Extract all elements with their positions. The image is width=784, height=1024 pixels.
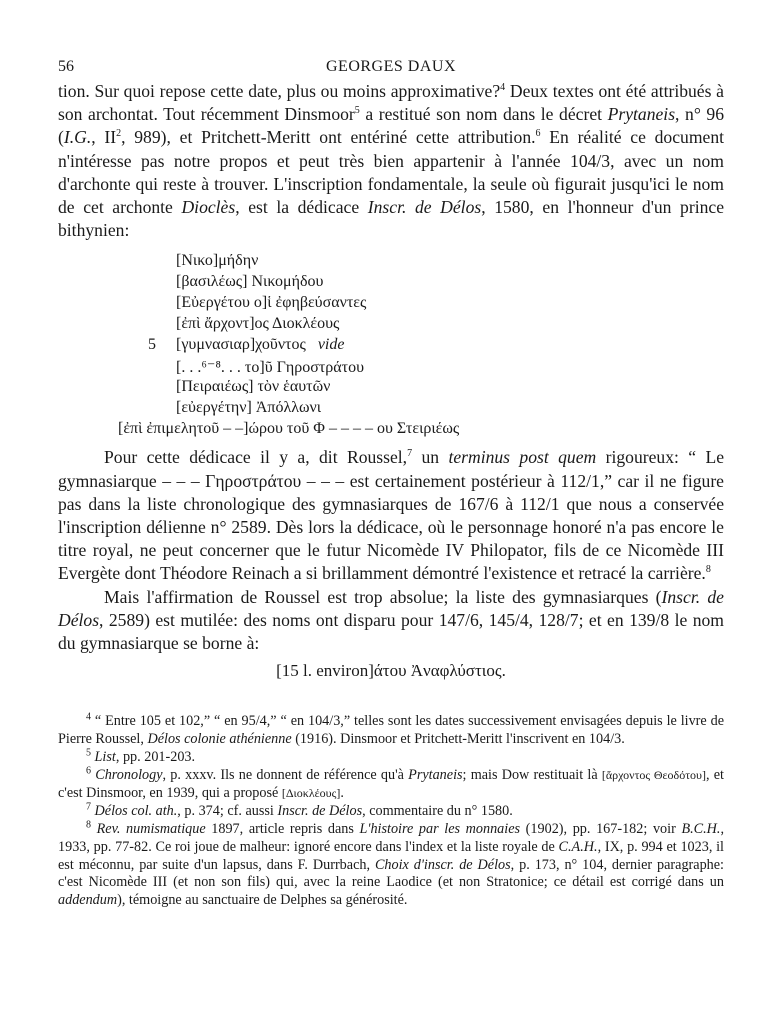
text: , 989), et Pritchett-Meritt ont entériné cette attribution.	[121, 127, 536, 148]
inscription-line-2: [βασιλέως] Νικομήδου	[176, 273, 324, 291]
footnote-5	[58, 749, 724, 767]
inscription-line-6: [. . .⁶⁻⁸. . . το]ῦ Γηροστράτου	[176, 359, 364, 377]
text: Pour cette dédicace il y a, dit Roussel,	[104, 447, 408, 468]
text: ), témoigne au sanctuaire de Delphes sa générosité.	[117, 892, 408, 909]
running-title: GEORGES DAUX	[326, 58, 456, 75]
text: a restitué son nom dans le décret	[359, 104, 608, 125]
italic-text: List	[94, 749, 116, 766]
footnote-number: 4	[86, 711, 91, 723]
italic-text: Dioclès	[181, 197, 236, 218]
text: “ Entre 105 et 102,” “ en 95/4,” “ en 104/3,” telles sont les dates successivement envisagées depuis le livre de Pierre Roussel,	[58, 713, 724, 748]
text: Mais l'affirmation de Roussel est trop absolue; la liste des gymnasiarques (	[104, 586, 662, 607]
text: tion. Sur quoi repose cette date, plus ou moins approximative?	[58, 81, 501, 101]
page	[58, 52, 724, 910]
text: , pp. 201-203.	[115, 749, 196, 766]
text: un	[412, 447, 449, 468]
footnote-ref-5[interactable]: 5	[354, 105, 360, 117]
footnote-7	[58, 803, 724, 821]
inscription-line-3: [Εὐεργέτου ο]ἱ ἐφηβεύσαντες	[176, 294, 367, 312]
text: , 1580, en l'honneur d'un prince bithynien:	[58, 197, 725, 241]
greek-text: άτου Ἀναφλύστιος.	[373, 661, 506, 681]
text: ; mais Dow restituait là	[462, 766, 602, 783]
footnote-ref-8[interactable]: 8	[705, 564, 711, 576]
inscription-line-number: 5	[148, 336, 156, 354]
text: , 1933, pp. 77-82. Ce roi joue de malheur: ignoré encore dans l'index et la liste royale de	[58, 820, 724, 855]
text: Deux textes ont été attribués à son archontat. Tout récemment Dinsmoor	[58, 81, 724, 125]
text: 1897, article repris dans	[205, 820, 360, 837]
inscription-line-4: [ἐπὶ ἄρχοντ]ος Διοκλέους	[176, 315, 340, 333]
italic-text: L'histoire par les monnaies	[359, 820, 521, 837]
text: , n° 96 (	[58, 104, 725, 148]
italic-text: Prytaneis	[408, 766, 463, 783]
footnote-ref-7[interactable]: 7	[407, 448, 413, 460]
vide-note: vide	[317, 336, 345, 354]
footnote-ref-6[interactable]: 6	[535, 128, 541, 140]
italic-text: Inscr. de Délos	[58, 586, 724, 630]
text: , est la dédicace	[235, 197, 368, 218]
italic-text: Inscr. de Délos	[367, 197, 482, 218]
italic-text: C.A.H.	[558, 838, 598, 855]
text: , commentaire du n° 1580.	[362, 802, 513, 819]
italic-text: I.G.	[63, 127, 92, 148]
inscription-line-9: [ἐπὶ ἐπιμελητοῦ – –]ώρου τοῦ Φ – – – – ου Στειριέως	[118, 420, 460, 438]
italic-text: B.C.H.	[681, 820, 721, 837]
italic-text: Rev. numismatique	[96, 820, 206, 837]
italic-text: Prytaneis	[607, 104, 676, 125]
italic-text: Délos col. ath.	[94, 802, 178, 819]
paragraph-3	[58, 586, 724, 656]
footnote-6	[58, 767, 724, 803]
text: , IX, p. 994 et 1023, il est méconnu, par suite d'un lapsus, dans F. Durrbach,	[58, 838, 724, 873]
footnote-number: 7	[86, 801, 91, 813]
page-header	[58, 52, 724, 80]
text: , 2589) est mutilée: des noms ont disparu pour 147/6, 145/4, 128/7; et en 139/8 le nom du gymnasiarque se borne à:	[58, 609, 724, 654]
text: , p. 374; cf. aussi	[177, 802, 278, 819]
text: , et c'est Dinsmoor, en 1939, qui a proposé	[58, 766, 724, 801]
paragraph-2	[58, 446, 724, 585]
footnote-ref-4[interactable]: 4	[500, 82, 506, 94]
paragraph-1	[58, 80, 724, 242]
greek-inscription	[58, 248, 724, 440]
greek-text: [ἄρχοντος Θεοδότου]	[601, 767, 706, 782]
text: rigoureux: “ Le gymnasiarque – – – Γηροστράτου – – – est certainement postérieur à 112/1,” car il ne figure pas dans la liste chronologique des gymnasiarques de 167/6 à 112/1 que nous a conservée l'inscription délienne n° 2589. Dès lors la dédicace, où le personnage honoré n'a pas encore le titre royal, ne peut concerner que le futur Nicomède IV Philopator, fils de ce Nicomède III Evergète dont Théodore Reinach a si brillamment démontré l'existence et retracé la carrière.	[58, 447, 725, 584]
inscription-line-1: [Νικο]μήδην	[176, 252, 259, 270]
footnotes	[58, 713, 724, 910]
text: , p. 173, n° 104, dernier paragraphe: c'est Nicomède III (et non son fils) qui, avec la reine Laodice (et non Stratonice; ce détail est corrigé dans un	[58, 856, 724, 891]
footnote-8	[58, 818, 724, 911]
text: , II	[91, 127, 117, 148]
italic-text: Choix d'inscr. de Délos	[374, 856, 511, 873]
inscription-line-7: [Πειραιέως] τὸν ἑαυτῶν	[176, 378, 331, 396]
italic-text: Inscr. de Délos	[277, 802, 363, 819]
italic-text: [15 l. environ]	[276, 661, 374, 681]
superscript: 2	[116, 128, 122, 140]
inscription-line-8: [εὐεργέτην] Ἀπόλλωνι	[176, 399, 322, 417]
page-number: 56	[58, 58, 74, 75]
footnote-number: 6	[86, 765, 91, 777]
inscription-line-5	[176, 336, 344, 354]
footnote-number: 5	[86, 747, 91, 759]
text: (1916). Dinsmoor et Pritchett-Meritt l'inscrivent en 104/3.	[291, 731, 625, 748]
text: En réalité ce document n'intéresse pas notre propos et peut très bien appartenir à l'année 104/3, avec un nom d'archonte qui reste à trouver. L'inscription fondamentale, la seule où figurait jusqu'ici le nom de cet archonte	[58, 127, 725, 218]
italic-text: Chronology	[95, 766, 163, 783]
italic-text: addendum	[58, 892, 118, 909]
inscription-text: [γυμνασιαρ]χοῦντος	[176, 336, 306, 354]
footnote-separator	[58, 681, 724, 713]
greek-text: [Διοκλέους]	[281, 785, 341, 800]
text: .	[340, 784, 344, 801]
text: (1902), pp. 167-182; voir	[520, 820, 682, 837]
text: , p. xxxv. Ils ne donnent de référence qu'à	[162, 766, 409, 783]
quoted-greek-line	[58, 661, 724, 681]
italic-text: Délos colonie athénienne	[147, 731, 292, 748]
footnote-number: 8	[86, 818, 91, 830]
italic-text: terminus post quem	[448, 447, 597, 468]
footnote-4	[58, 713, 724, 749]
